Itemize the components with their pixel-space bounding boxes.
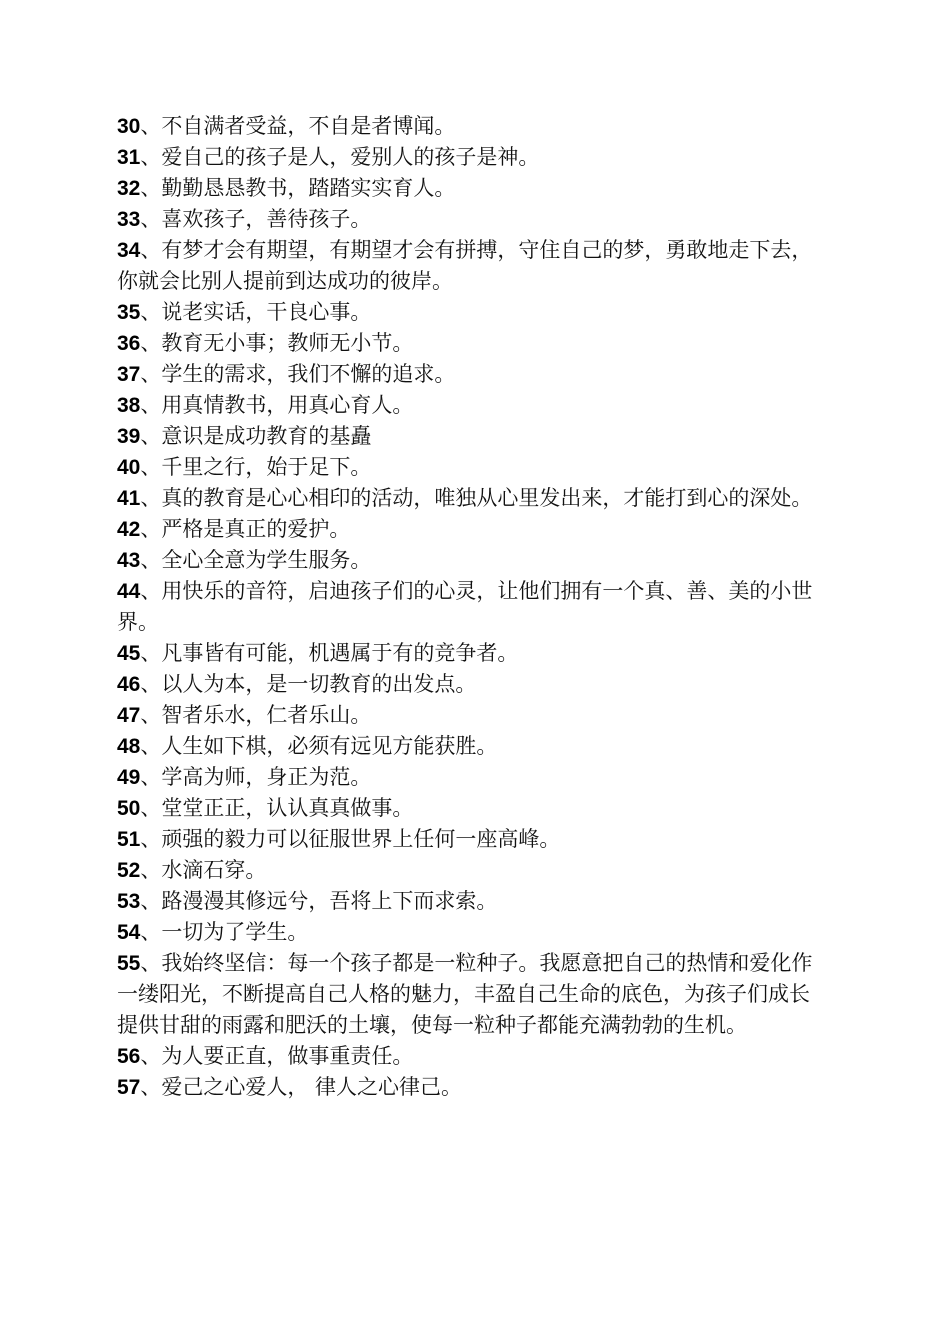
item-text: 、爱己之心爱人， 律人之心律己。 [140,1075,463,1099]
item-number: 32 [117,177,141,200]
list-item [117,1041,823,1072]
item-number: 57 [117,1076,141,1099]
item-text: 、水滴石穿。 [140,858,267,882]
item-number: 39 [117,425,141,448]
item-text: 、学高为师，身正为范。 [140,765,372,789]
item-number: 54 [117,921,141,944]
list-item [117,545,823,576]
item-number: 51 [117,828,141,851]
item-text: 、全心全意为学生服务。 [140,548,372,572]
item-text: 、用快乐的音符，启迪孩子们的心灵，让他们拥有一个真、善、美的小世界。 [117,579,813,634]
list-item [117,762,823,793]
item-text: 、凡事皆有可能，机遇属于有的竞争者。 [140,641,519,665]
item-number: 45 [117,642,141,665]
item-text: 、人生如下棋，必须有远见方能获胜。 [140,734,498,758]
list-item [117,917,823,948]
item-number: 48 [117,735,141,758]
item-number: 52 [117,859,141,882]
list-item [117,204,823,235]
item-text: 、不自满者受益，不自是者博闻。 [140,114,456,138]
item-number: 41 [117,487,141,510]
list-item [117,700,823,731]
list-item [117,297,823,328]
item-number: 31 [117,146,141,169]
list-item [117,390,823,421]
list-item [117,638,823,669]
list-item [117,359,823,390]
item-number: 53 [117,890,141,913]
item-number: 37 [117,363,141,386]
item-number: 34 [117,239,141,262]
item-number: 42 [117,518,141,541]
item-number: 30 [117,115,141,138]
list-item [117,886,823,917]
item-number: 40 [117,456,141,479]
item-text: 、堂堂正正，认认真真做事。 [140,796,414,820]
item-number: 49 [117,766,141,789]
list-item [117,576,823,638]
item-text: 、真的教育是心心相印的活动，唯独从心里发出来，才能打到心的深处。 [140,486,813,510]
item-text: 、顽强的毅力可以征服世界上任何一座高峰。 [140,827,561,851]
item-number: 55 [117,952,141,975]
item-number: 35 [117,301,141,324]
list-item [117,824,823,855]
item-number: 56 [117,1045,141,1068]
list-item [117,793,823,824]
item-text: 、学生的需求，我们不懈的追求。 [140,362,456,386]
item-text: 、教育无小事；教师无小节。 [140,331,414,355]
item-text: 、有梦才会有期望，有期望才会有拼搏，守住自己的梦，勇敢地走下去，你就会比别人提前到达成功的彼岸。 [117,238,813,293]
item-text: 、为人要正直，做事重责任。 [140,1044,414,1068]
item-text: 、严格是真正的爱护。 [140,517,351,541]
item-text: 、以人为本，是一切教育的出发点。 [140,672,477,696]
item-number: 43 [117,549,141,572]
item-text: 、勤勤恳恳教书，踏踏实实育人。 [140,176,456,200]
item-number: 44 [117,580,141,603]
item-number: 47 [117,704,141,727]
item-number: 46 [117,673,141,696]
list-item [117,948,823,1041]
item-text: 、千里之行，始于足下。 [140,455,372,479]
list-item [117,421,823,452]
document-body [117,111,823,1103]
item-text: 、路漫漫其修远兮，吾将上下而求索。 [140,889,498,913]
list-item [117,173,823,204]
item-number: 50 [117,797,141,820]
item-text: 、意识是成功教育的基矗 [140,424,372,448]
item-text: 、我始终坚信：每一个孩子都是一粒种子。我愿意把自己的热情和爱化作一缕阳光，不断提高自己人格的魅力，丰盈自己生命的底色，为孩子们成长提供甘甜的雨露和肥沃的土壤，使每一粒种子都能充满勃勃的生机。 [117,951,813,1037]
list-item [117,142,823,173]
item-text: 、爱自己的孩子是人，爱别人的孩子是神。 [140,145,540,169]
item-text: 、用真情教书，用真心育人。 [140,393,414,417]
list-item [117,235,823,297]
item-text: 、说老实话，干良心事。 [140,300,372,324]
item-number: 38 [117,394,141,417]
list-item [117,483,823,514]
item-text: 、喜欢孩子，善待孩子。 [140,207,372,231]
item-text: 、一切为了学生。 [140,920,309,944]
list-item [117,1072,823,1103]
list-item [117,111,823,142]
list-item [117,731,823,762]
item-number: 33 [117,208,141,231]
list-item [117,669,823,700]
list-item [117,855,823,886]
list-item [117,452,823,483]
item-number: 36 [117,332,141,355]
item-text: 、智者乐水，仁者乐山。 [140,703,372,727]
list-item [117,328,823,359]
list-item [117,514,823,545]
